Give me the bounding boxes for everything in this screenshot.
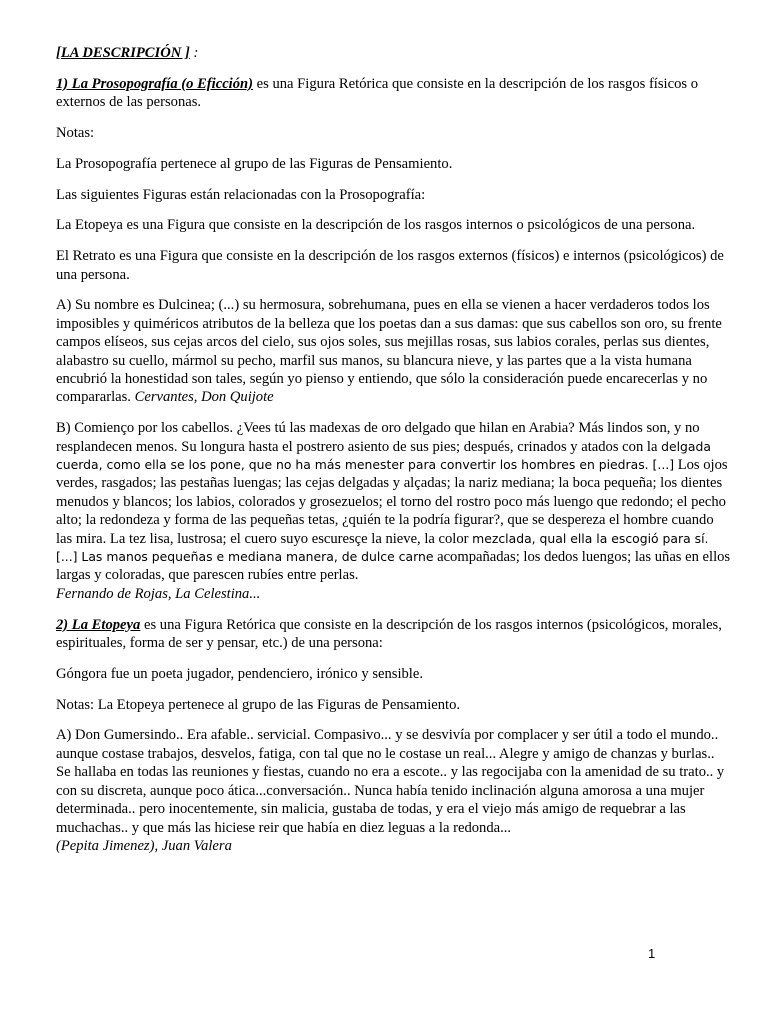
notes-label: Notas:	[56, 125, 95, 141]
example-b-sans-1: delgada cuerda, como ella se los pone, que no ha más menester para convertir los hombres en piedras. [...]	[56, 438, 711, 473]
related-figures-intro: Las siguientes Figuras están relacionadas con la Prosopografía:	[56, 186, 426, 203]
title-text: [LA DESCRIPCIÓN ]	[56, 45, 190, 61]
example-a-quijote	[56, 296, 732, 406]
example-a-text: A) Su nombre es Dulcinea; (...) su hermosura, sobrehumana, pues en ella se vienen a hacer verdaderos todos los imposibles y quiméricos atributos de la belleza que los poetas dan a sus damas: que sus cabellos son oro, su frente campos elíseos, sus cejas arcos del cielo, sus ojos soles, sus mejillas rosas, sus labios corales, perlas sus dientes, alabastro su cuello, mármol su pecho, marfil sus manos, su blancura nieve, y las partes que a la vista humana encubrió la honestidad son tales, según yo pienso y entiendo, que sólo la consideración puede encarecerlas y no compararlas.	[56, 297, 722, 406]
retrato-definition: El Retrato es una Figura que consiste en la descripción de los rasgos externos (físicos) e internos (psicológicos) de una persona.	[56, 248, 724, 283]
example-a-valera	[56, 726, 732, 855]
example-b-author: Fernando de Rojas, La Celestina...	[56, 585, 261, 602]
page-title	[56, 44, 732, 62]
etopeya-definition: La Etopeya es una Figura que consiste en la descripción de los rasgos internos o psicológicos de una persona.	[56, 217, 696, 234]
page-number: 1	[648, 946, 656, 961]
example-a2-author: (Pepita Jimenez), Juan Valera	[56, 837, 232, 854]
section-2-paragraph	[56, 616, 732, 653]
section-1-heading: 1) La Prosopografía (o Eficción)	[56, 75, 253, 92]
example-a-author: Cervantes, Don Quijote	[134, 389, 274, 406]
section-1-text: es una Figura Retórica que consiste en la descripción de los rasgos físicos o externos de las personas.	[56, 75, 698, 111]
example-b-text-3: acompañadas; los dedos luengos; las uñas en ellos largas y coloradas, que parescen rubíes entre perlas.	[56, 549, 731, 584]
gongora-example: Góngora fue un poeta jugador, pendenciero, irónico y sensible.	[56, 665, 423, 682]
example-b-text-1: B) Comienço por los cabellos. ¿Vees tú las madexas de oro delgado que hilan en Arabia? Más lindos son, y no resplandecen menos. Su longura hasta el postrero asiento de sus pies; después, crinados y atados con la	[56, 420, 700, 455]
section-1-paragraph	[56, 75, 732, 112]
title-suffix: :	[189, 45, 199, 61]
note-prosopografia: La Prosopografía pertenece al grupo de las Figuras de Pensamiento.	[56, 155, 453, 172]
note-etopeya: Notas: La Etopeya pertenece al grupo de las Figuras de Pensamiento.	[56, 696, 461, 713]
example-b-text-2: Los ojos verdes, rasgados; las pestañas luengas; las cejas delgadas y alçadas; la nariz mediana; la boca pequeña; los dientes menudos y blancos; los labios, colorados y grosezuelos; el torno del rostro poco más luengo que redondo; el pecho alto; la redondeza y forma de las pequeñas tetas, ¿quién te la podría figurar?, que se despereza el hombre cuando las mira. La tez lisa, lustrosa; el cuero suyo escuresçe la nieve, la color	[56, 457, 728, 547]
document-body	[56, 44, 732, 868]
example-b-sans-2: mezclada, qual ella la escogió para sí. [...] Las manos pequeñas e mediana manera, de dulce carne	[56, 530, 709, 565]
example-a2-text: A) Don Gumersindo.. Era afable.. servicial. Compasivo... y se desvivía por complacer y ser útil a todo el mundo.. aunque costase trabajos, desvelos, fatiga, con tal que no le costase un real... Alegre y amigo de chanzas y burlas.. Se hallaba en todas las reuniones y fiestas, cuando no era a escote.. y las regocijaba con la amenidad de su trato.. y con su discreta, aunque poco ática...conversación.. Nunca había tenido inclinación alguna amorosa a una mujer determinada.. pero inocentemente, sin malicia, gustaba de todas, y era el viejo más amigo de requebrar a las muchachas.. y que más las hiciese reir que había en diez leguas a la redonda...	[56, 727, 725, 836]
example-b-celestina	[56, 419, 732, 603]
section-2-heading: 2) La Etopeya	[56, 616, 141, 633]
section-2-text: es una Figura Retórica que consiste en la descripción de los rasgos internos (psicológicos, morales, espirituales, forma de ser y pensar, etc.) de una persona:	[56, 616, 722, 652]
